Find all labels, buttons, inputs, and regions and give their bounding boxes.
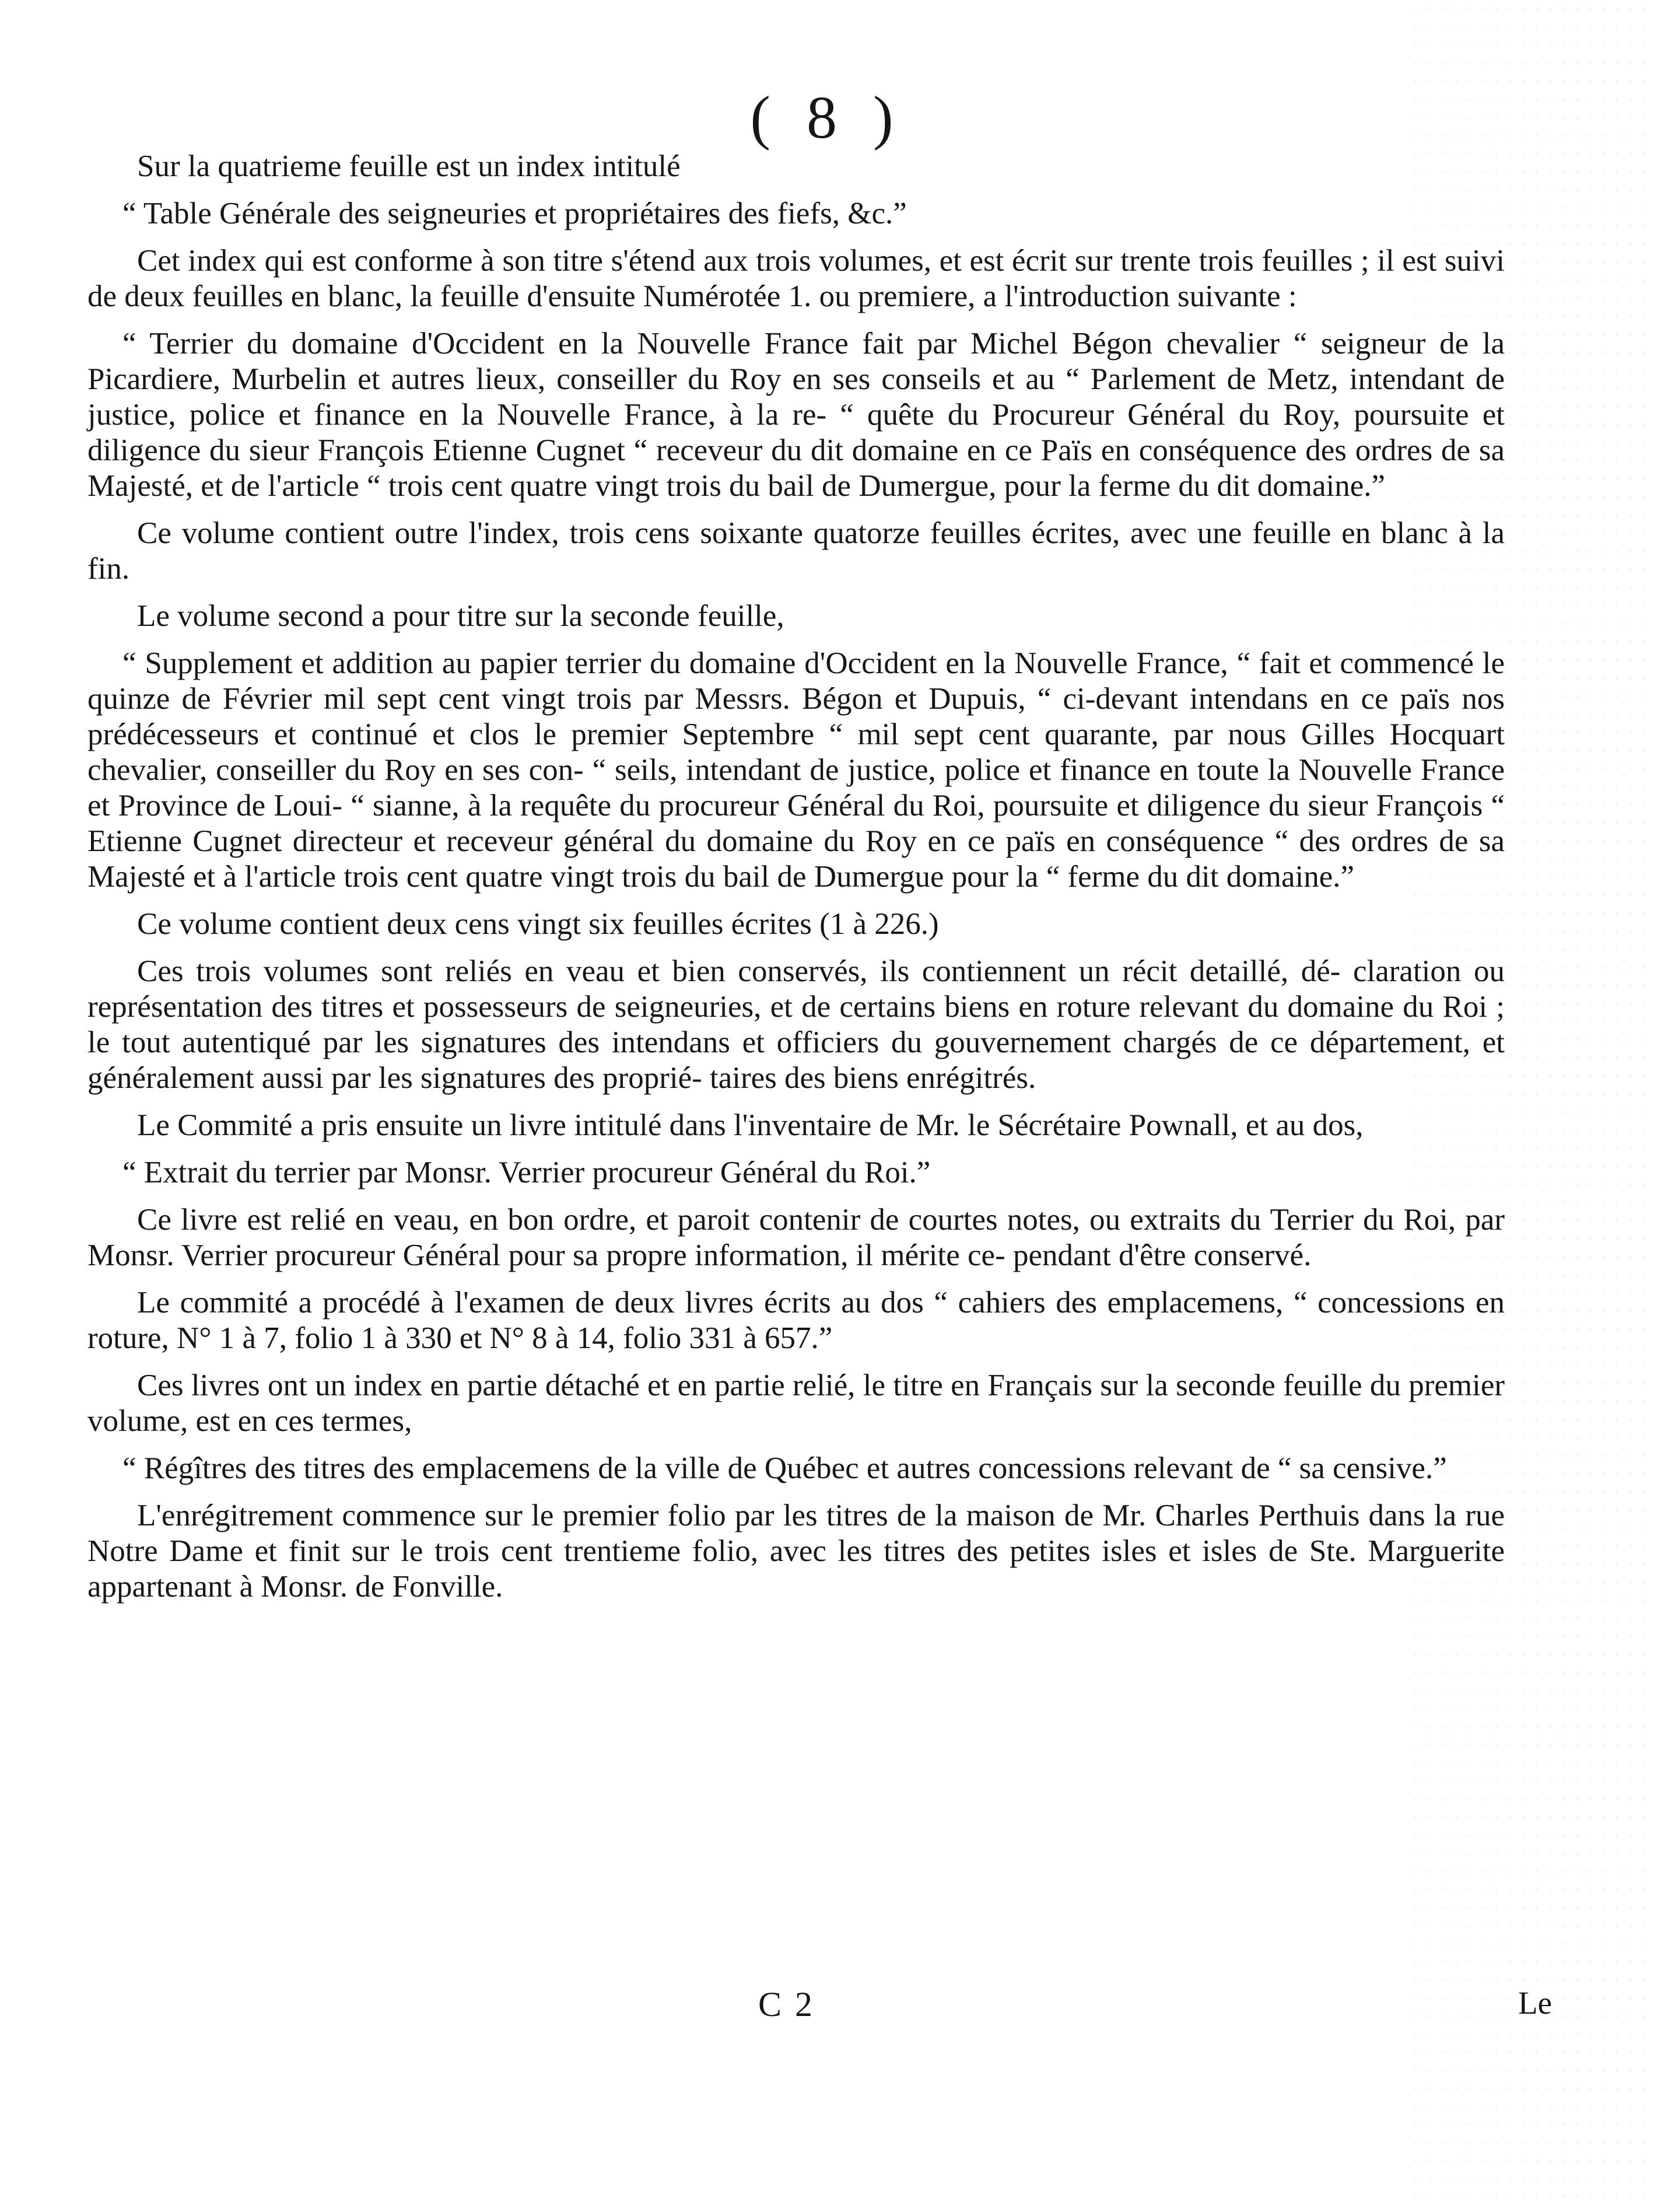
paragraph: Le commité a procédé à l'examen de deux livres écrits au dos “ cahiers des emplacemens, “ concessions en roture, N° 1 à 7, folio 1 à 330 et N° 8 à 14, folio 331 à 657.” bbox=[87, 1286, 1505, 1355]
paragraph: L'enrégitrement commence sur le premier folio par les titres de la maison de Mr. Charles Perthuis dans la rue Notre Dame et finit sur le trois cent trentieme folio, avec les titres des petites isles et isles de Ste. Marguerite appartenant à Monsr. de Fonville. bbox=[87, 1499, 1505, 1604]
quoted-passage: “ Supplement et addition au papier terrier du domaine d'Occident en la Nouvelle France, “ fait et commencé le quinze de Février mil sept cent vingt trois par Messrs. Bégon et Dupuis, “ ci-devant intendans en ce païs nos prédécesseurs et continué et clos le premier Septembre “ mil sept cent quarante, par nous Gilles Hocquart chevalier, conseiller du Roy en ses con- “ seils, intendant de justice, police et finance en toute la Nouvelle France et Province de Loui- “ sianne, à la requête du procureur Général du Roi, poursuite et diligence du sieur François “ Etienne Cugnet directeur et receveur général du domaine du Roy en ce païs en conséquence “ des ordres de sa Majesté et à l'article trois cent quatre vingt trois du bail de Dumergue pour la “ ferme du dit domaine.” bbox=[87, 646, 1505, 894]
paragraph: Le Commité a pris ensuite un livre intitulé dans l'inventaire de Mr. le Sécrétaire Pownall, et au dos, bbox=[137, 1108, 1364, 1142]
page-body bbox=[87, 149, 1505, 1616]
paragraph: Cet index qui est conforme à son titre s'étend aux trois volumes, et est écrit sur trente trois feuilles ; il est suivi de deux feuilles en blanc, la feuille d'ensuite Numérotée 1. ou premiere, a l'introduction suivante : bbox=[87, 244, 1505, 313]
paragraph: Ce volume contient outre l'index, trois cens soixante quatorze feuilles écrites, avec une feuille en blanc à la fin. bbox=[87, 516, 1505, 586]
paragraph: Le volume second a pour titre sur la seconde feuille, bbox=[137, 599, 784, 633]
paragraph: Ce volume contient deux cens vingt six feuilles écrites (1 à 226.) bbox=[137, 907, 939, 941]
quoted-title: “ Table Générale des seigneuries et propriétaires des fiefs, &c.” bbox=[122, 197, 907, 230]
catchword: Le bbox=[1518, 1985, 1552, 2021]
signature-mark: C 2 bbox=[758, 1985, 815, 2024]
paragraph: Ces livres ont un index en partie détaché et en partie relié, le titre en Français sur la seconde feuille du premier volume, est en ces termes, bbox=[87, 1368, 1505, 1438]
paragraph: Ce livre est relié en veau, en bon ordre, et paroit contenir de courtes notes, ou extraits du Terrier du Roi, par Monsr. Verrier procureur Général pour sa propre information, il mérite ce- pendant d'être conservé. bbox=[87, 1203, 1505, 1272]
quoted-passage: “ Terrier du domaine d'Occident en la Nouvelle France fait par Michel Bégon chevalier “ seigneur de la Picardiere, Murbelin et autres lieux, conseiller du Roy en ses conseils et au “ Parlement de Metz, intendant de justice, police et finance en la Nouvelle France, à la re- “ quête du Procureur Général du Roy, poursuite et diligence du sieur François Etienne Cugnet “ receveur du dit domaine en ce Païs en conséquence des ordres de sa Majesté, et de l'article “ trois cent quatre vingt trois du bail de Dumergue, pour la ferme du dit domaine.” bbox=[87, 327, 1505, 503]
paragraph: Sur la quatrieme feuille est un index intitulé bbox=[137, 149, 681, 183]
quoted-passage: “ Régîtres des titres des emplacemens de la ville de Québec et autres concessions relevant de “ sa censive.” bbox=[122, 1451, 1447, 1485]
paragraph: Ces trois volumes sont reliés en veau et bien conservés, ils contiennent un récit detaillé, dé- claration ou représentation des titres et possesseurs de seigneuries, et de certains biens en roture relevant du domaine du Roi ; le tout autentiqué par les signatures des intendans et officiers du gouvernement chargés de ce département, et généralement aussi par les signatures des proprié- taires des biens enrégitrés. bbox=[87, 954, 1505, 1095]
page-number: ( 8 ) bbox=[750, 84, 904, 151]
quoted-title: “ Extrait du terrier par Monsr. Verrier procureur Général du Roi.” bbox=[122, 1156, 931, 1189]
